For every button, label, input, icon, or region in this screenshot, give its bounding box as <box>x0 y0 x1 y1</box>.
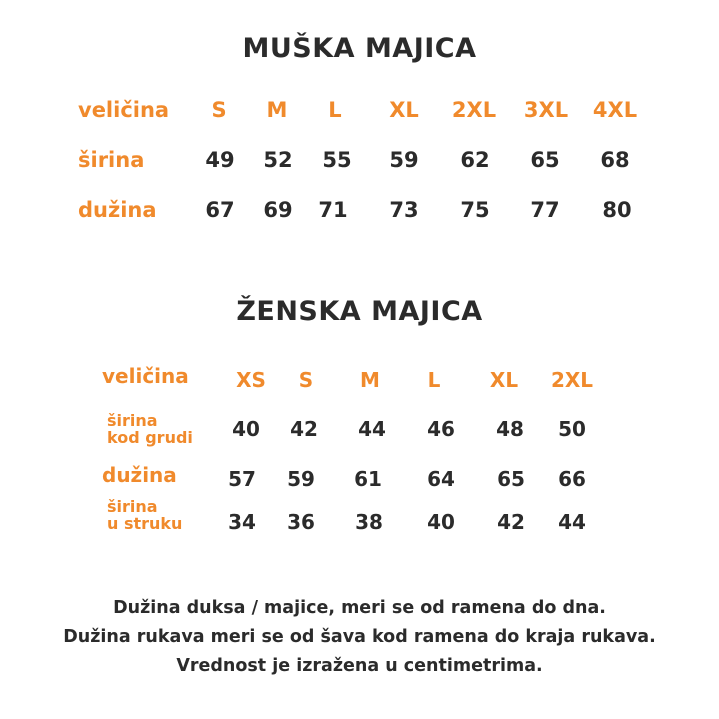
women-size-header: XL <box>489 368 519 392</box>
women-waist-label-line1: širina <box>107 497 158 516</box>
men-length-value: 75 <box>460 198 490 222</box>
women-length-value: 66 <box>558 467 586 491</box>
women-chest-label-line1: širina <box>107 411 158 430</box>
women-length-value: 65 <box>497 467 525 491</box>
women-size-header: S <box>298 368 314 392</box>
women-length-value: 57 <box>228 467 256 491</box>
note-line-1: Dužina duksa / majice, meri se od ramena do dna. <box>113 598 606 618</box>
men-width-value: 59 <box>389 148 419 172</box>
women-chest-value: 40 <box>232 417 260 441</box>
women-size-header: L <box>427 368 441 392</box>
men-length-label: dužina <box>78 198 157 222</box>
women-chest-value: 42 <box>290 417 318 441</box>
men-width-value: 49 <box>205 148 235 172</box>
women-size-header: 2XL <box>550 368 594 392</box>
women-waist-label-line2: u struku <box>107 514 183 533</box>
women-waist-value: 36 <box>287 510 315 534</box>
women-length-value: 61 <box>354 467 382 491</box>
men-size-header: 3XL <box>523 98 569 122</box>
women-waist-value: 40 <box>427 510 455 534</box>
men-length-value: 69 <box>263 198 293 222</box>
women-size-label: veličina <box>102 364 189 388</box>
women-chest-value: 50 <box>558 417 586 441</box>
men-size-header: S <box>211 98 227 122</box>
men-size-header: 4XL <box>592 98 638 122</box>
men-width-value: 68 <box>600 148 630 172</box>
men-width-value: 62 <box>460 148 490 172</box>
men-width-value: 55 <box>322 148 352 172</box>
women-length-label: dužina <box>102 463 177 487</box>
women-chest-value: 48 <box>496 417 524 441</box>
men-width-label: širina <box>78 148 145 172</box>
women-waist-value: 34 <box>228 510 256 534</box>
men-length-value: 73 <box>389 198 419 222</box>
men-size-header: XL <box>389 98 419 122</box>
men-length-value: 71 <box>318 198 348 222</box>
women-waist-label <box>107 498 182 532</box>
men-size-header: M <box>266 98 288 122</box>
note-line-3: Vrednost je izražena u centimetrima. <box>176 656 543 676</box>
men-size-header: L <box>328 98 342 122</box>
men-size-label: veličina <box>78 98 170 122</box>
women-waist-value: 38 <box>355 510 383 534</box>
men-length-value: 77 <box>530 198 560 222</box>
women-chest-label <box>107 412 193 446</box>
men-width-value: 65 <box>530 148 560 172</box>
men-width-value: 52 <box>263 148 293 172</box>
women-chest-value: 46 <box>427 417 455 441</box>
women-title: ŽENSKA MAJICA <box>236 296 483 327</box>
men-length-value: 80 <box>602 198 632 222</box>
women-length-value: 64 <box>427 467 455 491</box>
women-length-value: 59 <box>287 467 315 491</box>
women-size-header: M <box>360 368 380 392</box>
women-size-header: XS <box>236 368 266 392</box>
note-line-2: Dužina rukava meri se od šava kod ramena do kraja rukava. <box>63 627 656 647</box>
women-waist-value: 44 <box>558 510 586 534</box>
men-size-header: 2XL <box>451 98 497 122</box>
men-length-value: 67 <box>205 198 235 222</box>
women-waist-value: 42 <box>497 510 525 534</box>
women-chest-label-line2: kod grudi <box>107 428 193 447</box>
women-chest-value: 44 <box>358 417 386 441</box>
men-title: MUŠKA MAJICA <box>242 33 477 64</box>
